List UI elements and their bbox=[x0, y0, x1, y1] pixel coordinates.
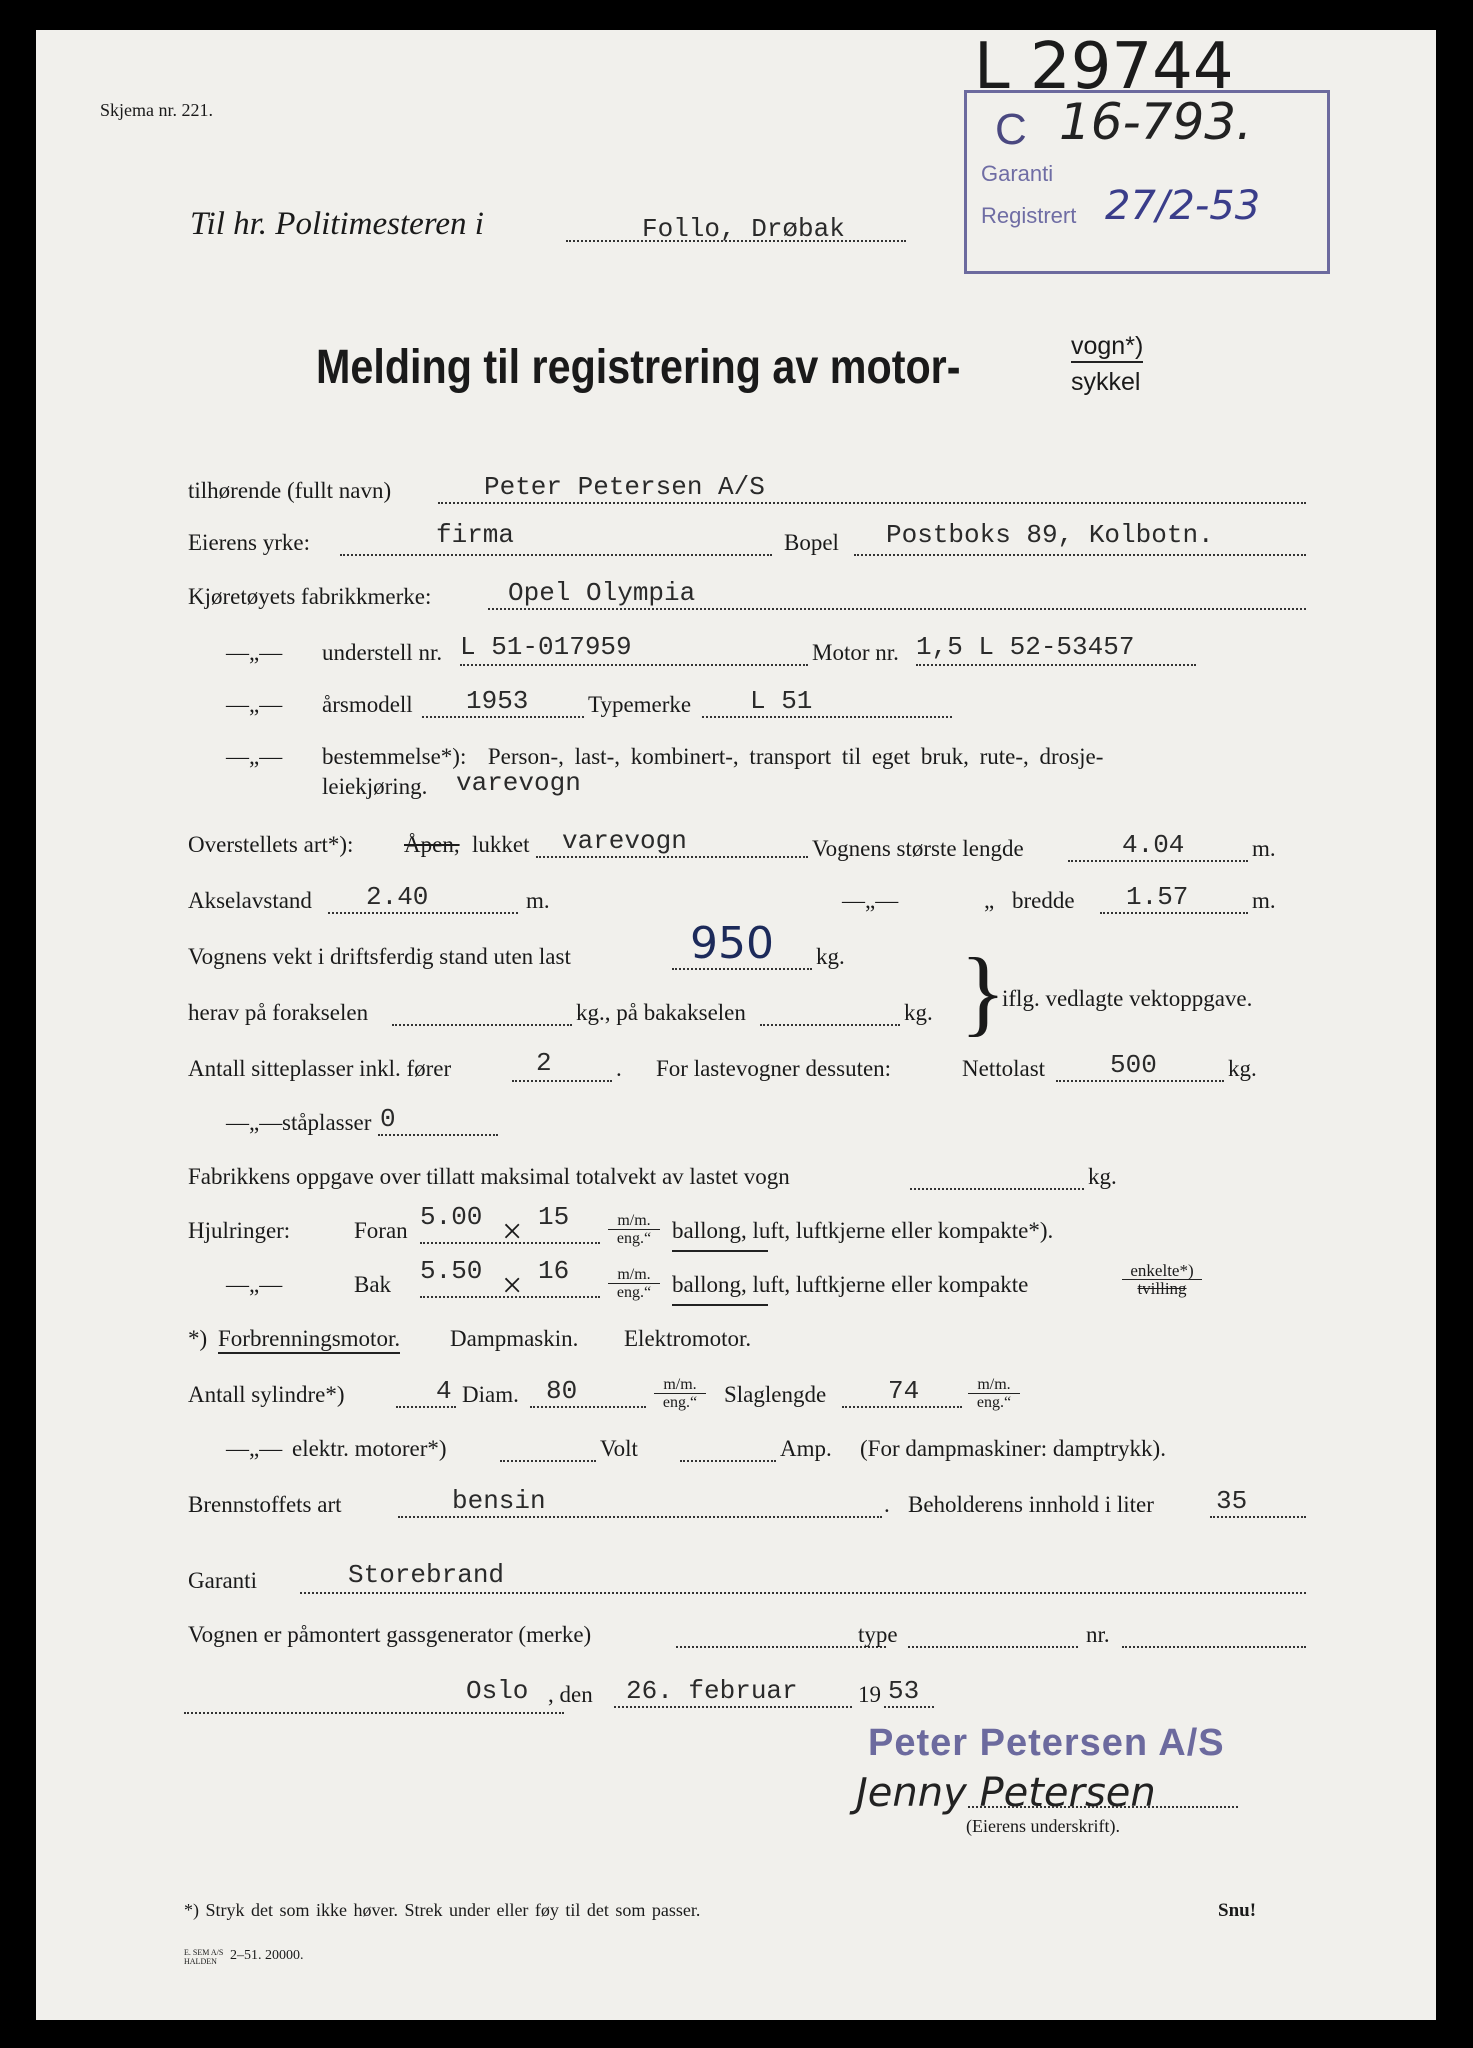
body-type-label: Overstellets art*): bbox=[188, 832, 354, 857]
title-option-vogn: vogn*) bbox=[1071, 332, 1143, 363]
gas-nr-label: nr. bbox=[1086, 1622, 1110, 1647]
netto-value: 500 bbox=[1110, 1050, 1157, 1080]
wheels-single-double: enkelte*) tvilling bbox=[1122, 1262, 1202, 1297]
chassis-label: understell nr. bbox=[322, 640, 443, 665]
tank-value: 35 bbox=[1216, 1486, 1248, 1516]
fuel-label: Brennstoffets art bbox=[188, 1492, 342, 1517]
guarantee-label: Garanti bbox=[188, 1568, 257, 1593]
seats-value: 2 bbox=[536, 1048, 552, 1078]
front-axle-label: herav på forakselen bbox=[188, 1000, 369, 1025]
netto-unit: kg. bbox=[1228, 1056, 1257, 1081]
max-weight-unit: kg. bbox=[1088, 1164, 1117, 1189]
motor-value: 1,5 L 52-53457 bbox=[916, 632, 1135, 662]
occupation-value: firma bbox=[436, 520, 515, 550]
chassis-value: L 51-017959 bbox=[460, 632, 632, 662]
ditto-mark: —„— bbox=[226, 1436, 283, 1461]
wheels-front-unit: m/m. eng.“ bbox=[608, 1212, 660, 1247]
printer-name: E. SEM A/S HALDEN bbox=[184, 1948, 224, 1966]
width-unit: m. bbox=[1252, 888, 1276, 913]
amp-label: Amp. bbox=[780, 1436, 832, 1461]
wheels-front-options: ballong, luft, luftkjerne eller kompakte*). bbox=[672, 1218, 1054, 1243]
weight-value: 950 bbox=[690, 918, 774, 969]
length-label: Vognens største lengde bbox=[812, 836, 1024, 861]
ditto-mark: —„— bbox=[226, 692, 283, 717]
ditto-mark: —„— bbox=[226, 1110, 283, 1135]
wheels-rear-unit: m/m. eng.“ bbox=[608, 1266, 660, 1301]
netto-label: Nettolast bbox=[962, 1056, 1046, 1081]
stroke-label: Slaglengde bbox=[724, 1382, 827, 1407]
stamp-garanti-label: Garanti bbox=[981, 161, 1054, 186]
gas-type-label: type bbox=[858, 1622, 898, 1647]
purpose-label: bestemmelse*): Person-, last-, kombinert-, transport til eget bruk, rute-, drosje- bbox=[322, 744, 1104, 769]
ditto-mark: —„— bbox=[226, 744, 283, 769]
length-unit: m. bbox=[1252, 836, 1276, 861]
model-year-value: 1953 bbox=[466, 686, 529, 716]
max-weight-label: Fabrikkens oppgave over tillatt maksimal totalvekt av lastet vogn bbox=[188, 1164, 790, 1189]
residence-label: Bopel bbox=[784, 530, 839, 555]
axle-distance-unit: m. bbox=[526, 888, 550, 913]
make-label: Kjøretøyets fabrikkmerke: bbox=[188, 584, 432, 609]
addressee-value: Follo, Drøbak bbox=[642, 214, 845, 244]
stroke-value: 74 bbox=[888, 1376, 920, 1406]
type-value: L 51 bbox=[750, 686, 813, 716]
steam-engine: Dampmaskin. bbox=[450, 1326, 579, 1351]
type-label: Typemerke bbox=[588, 692, 692, 717]
cylinders-label: Antall sylindre*) bbox=[188, 1382, 345, 1407]
fuel-value: bensin bbox=[452, 1486, 546, 1516]
stamp-letter: C bbox=[995, 105, 1027, 154]
combustion-engine: Forbrenningsmotor. bbox=[218, 1326, 400, 1354]
place-value: Oslo bbox=[466, 1676, 529, 1706]
width-value: 1.57 bbox=[1126, 882, 1189, 912]
volt-label: Volt bbox=[600, 1436, 638, 1461]
guarantee-value: Storebrand bbox=[348, 1560, 505, 1590]
date-den-label: , den bbox=[548, 1682, 593, 1707]
addressee-label: Til hr. Politimesteren i bbox=[190, 206, 484, 242]
signature-caption: (Eierens underskrift). bbox=[966, 1816, 1120, 1836]
date-day-month: 26. februar bbox=[626, 1676, 798, 1706]
footer-note: *) Stryk det som ikke høver. Strek under eller føy til det som passer. bbox=[184, 1900, 701, 1920]
weight-note: iflg. vedlagte vektoppgave. bbox=[1002, 986, 1253, 1011]
title-option-sykkel: sykkel bbox=[1071, 368, 1141, 396]
wheels-rear-rim: 16 bbox=[538, 1256, 570, 1286]
residence-value: Postboks 89, Kolbotn. bbox=[886, 520, 1214, 550]
width-prefix: „ bbox=[984, 888, 995, 913]
wheels-label: Hjulringer: bbox=[188, 1218, 291, 1243]
print-info: 2–51. 20000. bbox=[230, 1948, 304, 1963]
wheels-rear-label: Bak bbox=[354, 1272, 392, 1297]
wheels-front-rim: 15 bbox=[538, 1202, 570, 1232]
electric-engine: Elektromotor. bbox=[624, 1326, 752, 1351]
company-stamp: Peter Petersen A/S bbox=[868, 1722, 1225, 1764]
make-value: Opel Olympia bbox=[508, 578, 696, 608]
date-century: 19 bbox=[858, 1682, 881, 1707]
weight-brace: } bbox=[960, 938, 1007, 1045]
body-type-value: varevogn bbox=[562, 826, 687, 856]
diameter-value: 80 bbox=[546, 1376, 578, 1406]
weight-unit: kg. bbox=[816, 944, 845, 969]
rear-axle-label: kg., på bakakselen bbox=[576, 1000, 746, 1025]
gas-generator-label: Vognen er påmontert gassgenerator (merke) bbox=[188, 1622, 592, 1647]
axle-distance-value: 2.40 bbox=[366, 882, 429, 912]
schema-number: Skjema nr. 221. bbox=[100, 100, 213, 120]
ditto-mark: —„— bbox=[842, 888, 899, 913]
electric-motors-label: elektr. motorer*) bbox=[292, 1436, 447, 1461]
diameter-unit: m/m. eng.“ bbox=[654, 1376, 706, 1411]
wheels-rear-width: 5.50 bbox=[420, 1256, 483, 1286]
date-year: 53 bbox=[888, 1676, 920, 1706]
wheels-front-width: 5.00 bbox=[420, 1202, 483, 1232]
engine-type-note: *) bbox=[188, 1326, 208, 1351]
steam-pressure-label: (For dampmaskiner: damptrykk). bbox=[860, 1436, 1166, 1461]
wheels-rear-options: ballong, luft, luftkjerne eller kompakte bbox=[672, 1272, 1029, 1297]
wheels-front-label: Foran bbox=[354, 1218, 408, 1243]
standing-label: ståplasser bbox=[282, 1110, 372, 1135]
wheels-rear-times: × bbox=[502, 1265, 523, 1305]
stamp-number: 16-793. bbox=[1059, 93, 1252, 151]
turn-over: Snu! bbox=[1218, 1900, 1257, 1921]
owner-name-value: Peter Petersen A/S bbox=[484, 472, 765, 502]
length-value: 4.04 bbox=[1122, 830, 1185, 860]
rear-axle-unit: kg. bbox=[904, 1000, 933, 1025]
tank-label: Beholderens innhold i liter bbox=[908, 1492, 1154, 1517]
motor-label: Motor nr. bbox=[812, 640, 899, 665]
truck-label: For lastevogner dessuten: bbox=[656, 1056, 892, 1081]
owner-name-label: tilhørende (fullt navn) bbox=[188, 478, 392, 503]
handwritten-reference: L 29744 bbox=[974, 30, 1234, 104]
stamp-registrert-date: 27/2-53 bbox=[1105, 183, 1261, 229]
stamp-registrert-label: Registrert bbox=[981, 203, 1077, 228]
handwritten-signature: Jenny Petersen bbox=[856, 1770, 1156, 1816]
diameter-label: Diam. bbox=[462, 1382, 519, 1407]
body-type-struck: Åpen, bbox=[404, 832, 460, 857]
axle-distance-label: Akselavstand bbox=[188, 888, 312, 913]
wheels-front-times: × bbox=[502, 1211, 523, 1251]
weight-label: Vognens vekt i driftsferdig stand uten last bbox=[188, 944, 571, 969]
registration-stamp bbox=[964, 90, 1330, 274]
form-title: Melding til registrering av motor- bbox=[316, 341, 961, 394]
occupation-label: Eierens yrke: bbox=[188, 530, 310, 555]
ditto-mark: —„— bbox=[226, 640, 283, 665]
body-type-options: lukket bbox=[472, 832, 530, 857]
seats-label: Antall sitteplasser inkl. fører bbox=[188, 1056, 452, 1081]
registration-form: Skjema nr. 221. L 29744 C 16-793. Garanti Registrert 27/2-53 Til hr. Politimesteren i Follo, Drøbak Melding til registrering av motor- vogn*) sykkel tilhørende (fullt navn) Peter Petersen A/S Eierens yrke: firma Bopel Postboks 89, Kolbotn. Kjøretøyets fabrikkmerke: Opel Olympia —„— understell nr. L 51-017959 Motor nr. 1,5 L 52-53457 —„— årsmodell 1953 Typemerke L 51 —„— bestemmelse*): Person-, last-, kombinert-, transport til eget bruk, rute-, drosje- leiekjøring. varevogn Overstellets art*): Åpen, lukket varevogn Vognens største lengde 4.04 m. Akselavstand 2.40 m. —„— „ bredde 1.57 m. Vognens vekt i driftsferdig stand uten last 950 kg. herav på forakselen kg., på bakakselen kg. } iflg. vedlagte vektoppgave. Antall sitteplasser inkl. fører 2 . For lastevogner dessuten: Nettolast 500 kg. —„— ståplasser 0 Fabrikkens oppgave over tillatt maksimal totalvekt av lastet vogn kg. Hjulringer: Foran 5.00 × 15 m/m. eng.“ ballong, luft, luftkjerne eller kompakte*). —„— Bak 5.50 × 16 m/m. eng.“ ballong, luft, luftkjerne eller kompakte enkelte*) tvilling *) Forbrenningsmotor. Dampmaskin. Elektromotor. Antall sylindre*) 4 Diam. 80 m/m. eng.“ Slaglengde 74 m/m. eng.“ —„— elektr. motorer*) Volt Amp. (For dampmaskiner: damptrykk). Brennstoffets art bensin . Beholderens innhold i liter 35 Garanti Storebrand Vognen er påmontert gassgenerator (merke) type nr. Oslo , den 26. februar 19 53 Peter Petersen A/S Jenny Petersen (Eierens underskrift). *) Stryk det som ikke høver. Strek under eller føy til det som passer. Snu! E. SEM A/S HALDEN 2–51. 20000. bbox=[36, 30, 1436, 2020]
purpose-options-cont: leiekjøring. bbox=[322, 774, 428, 799]
standing-value: 0 bbox=[380, 1104, 396, 1134]
model-year-label: årsmodell bbox=[322, 692, 413, 717]
ditto-mark: —„— bbox=[226, 1272, 283, 1297]
purpose-value: varevogn bbox=[456, 768, 581, 798]
stroke-unit: m/m. eng.“ bbox=[968, 1376, 1020, 1411]
width-label: bredde bbox=[1012, 888, 1075, 913]
cylinders-value: 4 bbox=[436, 1376, 452, 1406]
